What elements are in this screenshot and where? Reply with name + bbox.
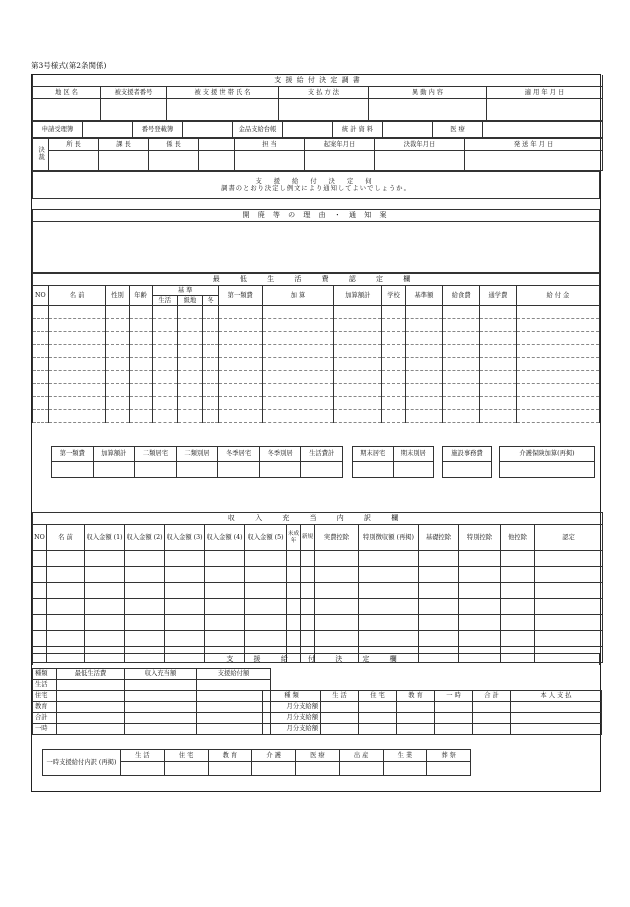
inquiry-text: 支 援 給 付 決 定 伺 調書のとおり決定し例文により通知してよいでしょうか。 — [33, 172, 600, 199]
decision-left-table: 種類 最低生活費 収入充当額 支援給付額 生活 住宅 教育 合計 一時 — [32, 668, 271, 735]
cell-change[interactable] — [369, 99, 487, 121]
col-sex: 性別 — [106, 286, 129, 306]
col-change: 異 動 内 容 — [369, 87, 487, 99]
label-number-register: 番号登載簿 — [133, 122, 183, 138]
reason-body[interactable] — [33, 222, 600, 273]
cell-number-register[interactable] — [183, 122, 233, 138]
cell-recipient-no[interactable] — [101, 99, 167, 121]
cell-application-register[interactable] — [83, 122, 133, 138]
col-no: NO — [33, 286, 49, 306]
col-section-chief: 課 長 — [99, 139, 149, 151]
col-recipient-no: 被支援者番号 — [101, 87, 167, 99]
col-base-amount: 基準額 — [405, 286, 443, 306]
col-dispatch-date: 発 送 年 月 日 — [465, 139, 603, 151]
cell-draft-date[interactable] — [305, 151, 375, 171]
decision-right-table: 種 類 生 活 住 宅 教 育 一 時 合 計 本 人 支 払 月分支給額 月分支給額 月分支給額 — [262, 690, 602, 735]
col-staff: 担 当 — [235, 139, 305, 151]
col-addition: 加 算 — [262, 286, 333, 306]
col-standard: 基 準 — [152, 286, 218, 296]
summary-facility: 施設事務費 — [442, 446, 492, 478]
col-age: 年齢 — [129, 286, 152, 306]
cell-apply-date[interactable] — [487, 99, 603, 121]
cell-director[interactable] — [49, 151, 99, 171]
col-living: 生活 — [152, 296, 177, 306]
col-addition-total: 加算額計 — [334, 286, 382, 306]
survey-title: 支 援 給 付 決 定 調 書 — [33, 75, 603, 87]
label-payment-ledger: 金品支給台帳 — [233, 122, 283, 138]
cell-payment-ledger[interactable] — [283, 122, 333, 138]
col-apply-date: 適 用 年 月 日 — [487, 87, 603, 99]
col-subsection-chief: 係 長 — [149, 139, 199, 151]
col-decision-date: 決裁年月日 — [375, 139, 465, 151]
summary-care-insurance: 介護保険加算(再掲) — [499, 446, 595, 478]
label-application-register: 申請受理簿 — [33, 122, 83, 138]
cell-decision-date[interactable] — [375, 151, 465, 171]
col-benefit: 給 付 金 — [516, 286, 599, 306]
col-school: 学校 — [382, 286, 405, 306]
minimum-cost-section — [32, 273, 600, 423]
survey-section — [32, 75, 600, 199]
decision-title: 支 援 給 付 決 定 欄 — [33, 654, 600, 666]
label-decision: 決裁 — [33, 139, 49, 171]
col-winter: 冬 — [202, 296, 218, 306]
decision-form — [31, 74, 601, 792]
income-section: 収 入 充 当 内 訳 欄 NO 名 前 収入金額 (1) 収入金額 (2) 収入金額 (3) 収入金額 (4) 収入金額 (5) 未成年 新規 実費控除 特別徴収額 (再掲) 基礎控除 特別控除 他控除 認定 — [32, 512, 600, 663]
cell-statistics[interactable] — [383, 122, 433, 138]
label-statistics: 統 計 資 料 — [333, 122, 383, 138]
col-district: 地 区 名 — [33, 87, 101, 99]
col-class1: 第一類費 — [218, 286, 262, 306]
col-payment-method: 支 払 方 法 — [279, 87, 369, 99]
col-grade: 級地 — [177, 296, 202, 306]
form-code: 第3号様式(第2条関係) — [31, 61, 107, 70]
reason-section — [32, 209, 600, 273]
col-blank — [199, 139, 235, 151]
col-draft-date: 起案年月日 — [305, 139, 375, 151]
reason-title: 開 廃 等 の 理 由 ・ 通 知 案 — [33, 210, 600, 222]
cell-dispatch-date[interactable] — [465, 151, 603, 171]
summary-living: 第一類費 加算額計 二類居宅 二類別居 冬季居宅 冬季別居 生活費計 — [51, 446, 343, 478]
summary-term-end: 期末居宅 期末別居 — [352, 446, 434, 478]
cell-payment-method[interactable] — [279, 99, 369, 121]
col-director: 所 長 — [49, 139, 99, 151]
cell-staff[interactable] — [235, 151, 305, 171]
minimum-rows — [33, 306, 600, 423]
col-commute: 通学費 — [480, 286, 517, 306]
cell-subsection-chief[interactable] — [149, 151, 199, 171]
temp-label: 一時支援給付内訳 (再掲) — [43, 750, 121, 776]
col-lunch: 給食費 — [443, 286, 480, 306]
cell-household-name[interactable] — [167, 99, 279, 121]
temporary-benefit-table: 一時支援給付内訳 (再掲) 生 活 住 宅 教 育 介 護 医 療 出 産 生 業 葬 祭 — [42, 749, 471, 776]
cell-district[interactable] — [33, 99, 101, 121]
minimum-title: 最 低 生 活 費 認 定 欄 — [33, 274, 600, 286]
cell-section-chief[interactable] — [99, 151, 149, 171]
cell-medical[interactable] — [483, 122, 603, 138]
label-medical: 医 療 — [433, 122, 483, 138]
col-name: 名 前 — [48, 286, 106, 306]
income-title: 収 入 充 当 内 訳 欄 — [33, 513, 603, 525]
col-household-name: 被 支 援 世 帯 氏 名 — [167, 87, 279, 99]
benefit-decision-section — [32, 653, 600, 665]
